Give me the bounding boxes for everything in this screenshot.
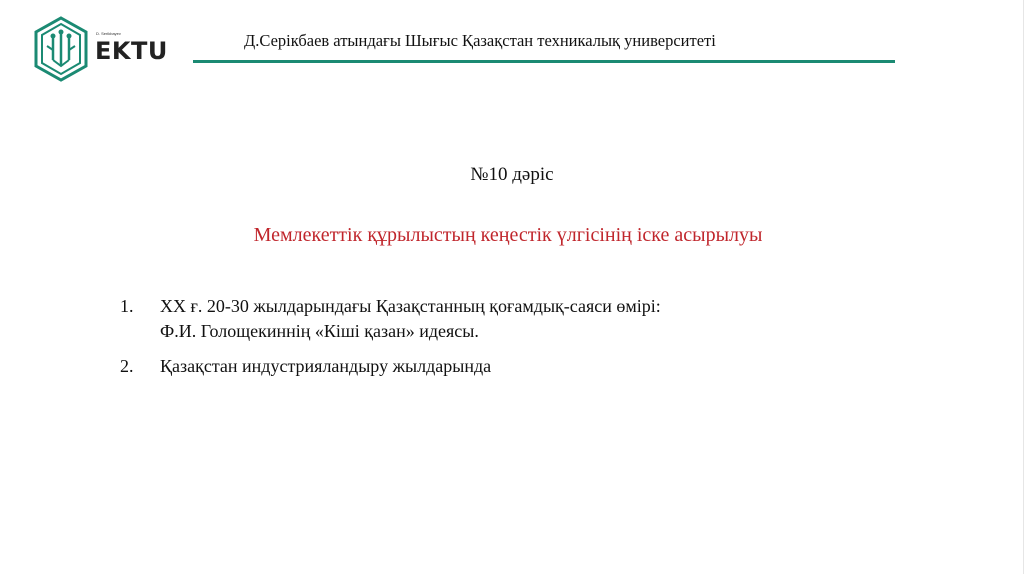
header-divider: [193, 60, 895, 63]
list-item-text: Қазақстан индустрияландыру жылдарында: [160, 356, 492, 376]
logo-wordmark: EKTU: [95, 37, 168, 65]
list-item-text: ХХ ғ. 20-30 жылдарындағы Қазақстанның қоғамдық-саяси өмірі:: [160, 296, 661, 316]
logo-small-text: D. Serikbayev: [96, 31, 121, 36]
list-item: [120, 354, 661, 379]
topic-list: [120, 294, 661, 389]
university-logo: [33, 16, 173, 82]
lecture-number: №10 дәріс: [470, 164, 554, 185]
lecture-title: Мемлекеттік құрылыстың кеңестік үлгісінің іске асырылуы: [253, 224, 763, 246]
list-item-number: 2.: [120, 356, 134, 376]
university-name: Д.Серікбаев атындағы Шығыс Қазақстан техникалық университеті: [244, 31, 716, 50]
list-item: [120, 294, 661, 344]
list-item-number: 1.: [120, 296, 134, 316]
ektu-emblem-icon: [33, 16, 89, 82]
list-item-text-continued: Ф.И. Голощекиннің «Кіші қазан» идеясы.: [160, 321, 479, 341]
